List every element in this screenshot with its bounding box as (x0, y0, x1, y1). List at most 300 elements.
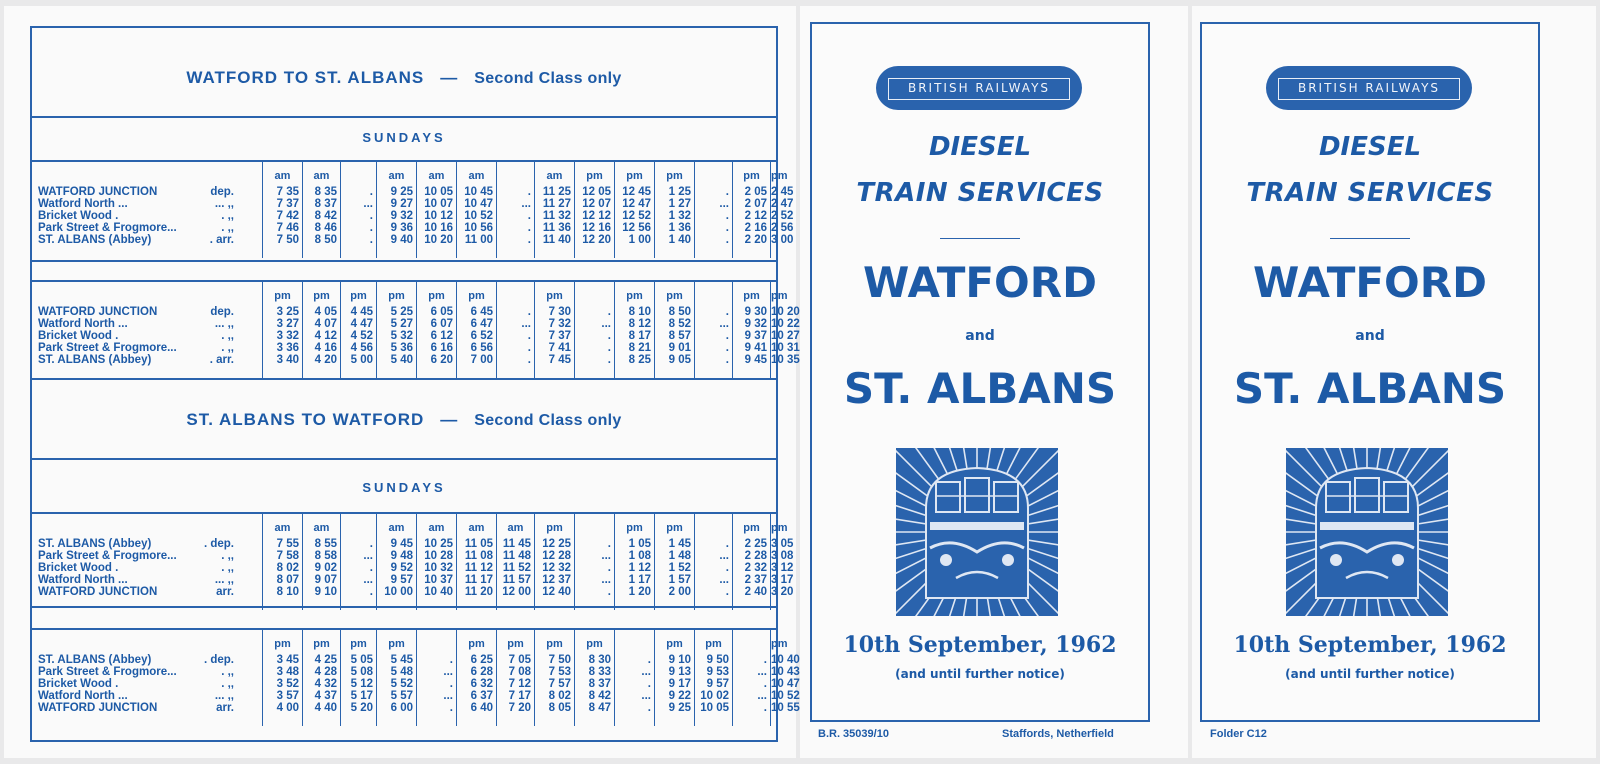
station-mark: . arr. (209, 234, 234, 246)
time-cell: 7 05 (508, 654, 531, 666)
train-column (340, 282, 376, 378)
am-pm-label: am (428, 170, 445, 182)
time-cell: ... (601, 550, 611, 562)
train-column (732, 162, 770, 258)
title-train-services: TRAIN SERVICES (856, 178, 1104, 208)
train-column (262, 162, 302, 258)
time-cell: 12 20 (582, 234, 611, 246)
station-mark: ... ,, (214, 198, 234, 210)
am-pm-label: am (274, 522, 291, 534)
time-cell: ... (521, 198, 531, 210)
time-cell: . (527, 330, 531, 342)
time-cell: 9 52 (390, 562, 413, 574)
time-cell: 8 12 (628, 318, 651, 330)
time-cell: 2 56 (771, 222, 794, 234)
train-column (262, 514, 302, 610)
am-pm-label: pm (666, 290, 683, 302)
am-pm-label: pm (388, 638, 405, 650)
time-cell: . (527, 210, 531, 222)
am-pm-label: am (546, 170, 563, 182)
time-cell: . (725, 354, 729, 366)
time-cell: 2 12 (744, 210, 767, 222)
time-cell: 8 37 (588, 678, 611, 690)
divider (32, 116, 776, 118)
station-list (38, 654, 234, 714)
time-cell: ... (719, 318, 729, 330)
time-cell: 9 10 (314, 586, 337, 598)
time-cell: . (527, 234, 531, 246)
station-mark: . ,, (221, 210, 234, 222)
time-cell: 6 32 (470, 678, 493, 690)
train-column (496, 282, 534, 378)
time-cell: 11 12 (464, 562, 493, 574)
time-cell: 8 17 (628, 330, 651, 342)
time-cell: . (527, 354, 531, 366)
time-cell: 5 20 (350, 702, 373, 714)
time-cell: 4 05 (314, 306, 337, 318)
time-cell: 3 45 (276, 654, 299, 666)
station-mark: . ,, (221, 330, 234, 342)
time-cell: ... (363, 574, 373, 586)
time-cell: 5 40 (390, 354, 413, 366)
time-cell: 9 37 (744, 330, 767, 342)
train-column (376, 514, 416, 610)
time-cell: 3 12 (771, 562, 794, 574)
time-cell: 5 08 (350, 666, 373, 678)
town-st-albans: ST. ALBANS (1233, 364, 1507, 413)
train-column (614, 162, 654, 258)
train-column (416, 630, 456, 726)
time-cell: 8 46 (314, 222, 337, 234)
time-cell: ... (363, 198, 373, 210)
station-mark: . ,, (221, 678, 234, 690)
headlamp (940, 554, 952, 566)
station-mark: dep. (210, 306, 234, 318)
time-cell: 7 08 (508, 666, 531, 678)
town-watford: WATFORD (863, 258, 1097, 307)
time-cell: 9 45 (390, 538, 413, 550)
time-cell: 1 00 (628, 234, 651, 246)
am-pm-label: pm (546, 522, 563, 534)
train-column (456, 514, 496, 610)
train-column (416, 514, 456, 610)
time-cell: 9 32 (744, 318, 767, 330)
time-cell: 8 02 (276, 562, 299, 574)
time-cell: 9 25 (668, 702, 691, 714)
time-cell: 4 47 (350, 318, 373, 330)
time-cell: . (725, 562, 729, 574)
time-cell: 10 31 (771, 342, 800, 354)
time-cell: . (607, 562, 611, 574)
train-column (496, 630, 534, 726)
am-pm-label: pm (274, 290, 291, 302)
divider (32, 260, 776, 262)
time-cell: 3 00 (771, 234, 794, 246)
cover-page-back (1192, 6, 1596, 758)
time-cell: ... (521, 318, 531, 330)
town-watford: WATFORD (1253, 258, 1487, 307)
time-cell: 7 46 (276, 222, 299, 234)
time-cell: 10 52 (771, 690, 800, 702)
time-cell: 4 25 (314, 654, 337, 666)
time-cell: 7 41 (548, 342, 571, 354)
time-cell: ... (719, 198, 729, 210)
time-cell: . (725, 586, 729, 598)
time-cell: . (369, 562, 373, 574)
time-cell: 6 45 (470, 306, 493, 318)
train-column (340, 630, 376, 726)
time-cell: 11 40 (542, 234, 571, 246)
train-window (936, 482, 960, 512)
sundays-label: SUNDAYS (362, 480, 446, 495)
time-cell: 10 32 (424, 562, 453, 574)
title-diesel: DIESEL (1318, 132, 1422, 162)
notice-label: (and until further notice) (895, 667, 1065, 681)
station-row (38, 198, 234, 210)
time-cell: 8 55 (314, 538, 337, 550)
time-cell: 5 27 (390, 318, 413, 330)
time-cell: . (527, 342, 531, 354)
time-cell: 4 56 (350, 342, 373, 354)
time-cell: 7 00 (470, 354, 493, 366)
time-cell: 8 07 (276, 574, 299, 586)
time-cell: 11 05 (464, 538, 493, 550)
train-column (376, 162, 416, 258)
time-cell: 10 52 (464, 210, 493, 222)
time-cell: 10 27 (771, 330, 800, 342)
time-cell: 1 45 (668, 538, 691, 550)
station-mark: . ,, (221, 562, 234, 574)
am-pm-label: pm (468, 290, 485, 302)
am-pm-label: pm (705, 638, 722, 650)
time-cell: . (607, 342, 611, 354)
time-cell: 1 57 (668, 574, 691, 586)
station-mark: . ,, (221, 550, 234, 562)
station-row (38, 318, 234, 330)
time-cell: . (725, 342, 729, 354)
train-column (770, 630, 800, 726)
train-column (614, 282, 654, 378)
station-list (38, 186, 234, 246)
time-cell: 8 05 (548, 702, 571, 714)
time-cell: 8 52 (668, 318, 691, 330)
time-cell: 10 45 (464, 186, 493, 198)
time-cell: 1 27 (668, 198, 691, 210)
am-pm-label: pm (468, 638, 485, 650)
am-pm-label: pm (350, 290, 367, 302)
time-cell: . (607, 354, 611, 366)
train-column (654, 162, 694, 258)
time-cell: . (527, 306, 531, 318)
train-column (496, 162, 534, 258)
time-cell: 10 25 (424, 538, 453, 550)
station-mark: arr. (216, 702, 234, 714)
time-cell: . (647, 702, 651, 714)
time-cell: 7 30 (548, 306, 571, 318)
time-cell: . (449, 678, 453, 690)
am-pm-label: pm (313, 638, 330, 650)
time-cell: . (527, 222, 531, 234)
am-pm-label: pm (626, 170, 643, 182)
time-cell: 5 52 (390, 678, 413, 690)
time-cell: 4 52 (350, 330, 373, 342)
and-label: and (965, 328, 995, 344)
time-cell: 1 12 (628, 562, 651, 574)
heading-route: ST. ALBANS TO WATFORD (186, 410, 425, 429)
time-cell: 8 50 (668, 306, 691, 318)
station-name: Park Street & Frogmore... (38, 222, 177, 234)
time-cell: . (607, 330, 611, 342)
train-column (262, 282, 302, 378)
am-pm-label: am (313, 522, 330, 534)
divider (32, 606, 776, 608)
time-cell: 11 00 (464, 234, 493, 246)
train-column (694, 630, 732, 726)
time-cell: 10 40 (424, 586, 453, 598)
station-row (38, 586, 234, 598)
heading-dash: — (440, 68, 459, 87)
station-row (38, 342, 234, 354)
time-cell: . (369, 222, 373, 234)
time-cell: 8 21 (628, 342, 651, 354)
am-pm-label: pm (743, 170, 760, 182)
train-column (574, 162, 614, 258)
train-column (654, 630, 694, 726)
time-cell: 8 30 (588, 654, 611, 666)
train-column (340, 162, 376, 258)
time-cell: . (527, 186, 531, 198)
am-pm-label: pm (626, 522, 643, 534)
station-row (38, 678, 234, 690)
time-cell: . (369, 210, 373, 222)
time-cell: 7 58 (276, 550, 299, 562)
time-cell: . (647, 678, 651, 690)
time-cell: 6 16 (430, 342, 453, 354)
title-train-services: TRAIN SERVICES (1246, 178, 1494, 208)
time-cell: 3 36 (276, 342, 299, 354)
time-cell: 6 07 (430, 318, 453, 330)
time-cell: ... (601, 318, 611, 330)
time-cell: 9 36 (390, 222, 413, 234)
time-cell: 4 37 (314, 690, 337, 702)
date-label: 10th September, 1962 (843, 632, 1117, 658)
heading-class-note: Second Class only (474, 70, 622, 87)
time-cell: 3 08 (771, 550, 794, 562)
time-cell: 6 47 (470, 318, 493, 330)
train-band (1320, 522, 1414, 530)
time-cell: . (449, 702, 453, 714)
time-cell: ... (757, 690, 767, 702)
time-cell: 6 00 (390, 702, 413, 714)
train-column (456, 630, 496, 726)
time-cell: ... (641, 690, 651, 702)
time-cell: 4 12 (314, 330, 337, 342)
time-cell: . (725, 330, 729, 342)
time-cell: 1 05 (628, 538, 651, 550)
am-pm-label: am (468, 522, 485, 534)
time-cell: 6 20 (430, 354, 453, 366)
am-pm-label: am (388, 170, 405, 182)
cover-frame (810, 22, 1150, 722)
station-name: Park Street & Frogmore... (38, 550, 177, 562)
footer-folder: Folder C12 (1210, 728, 1267, 740)
train-column (574, 514, 614, 610)
station-name: Watford North ... (38, 574, 128, 586)
time-cell: . (607, 538, 611, 550)
train-column (534, 282, 574, 378)
train-column (694, 162, 732, 258)
time-cell: 7 37 (276, 198, 299, 210)
timetable-block-1 (36, 162, 794, 260)
time-cell: 1 40 (668, 234, 691, 246)
time-cell: 9 57 (706, 678, 729, 690)
train-column (302, 282, 340, 378)
time-cell: 8 50 (314, 234, 337, 246)
time-cell: 9 41 (744, 342, 767, 354)
time-cell: 2 20 (744, 234, 767, 246)
heading-watford-to-st-albans (32, 68, 776, 88)
time-cell: 6 25 (470, 654, 493, 666)
station-name: Bricket Wood . (38, 562, 119, 574)
station-mark: . dep. (203, 654, 234, 666)
time-cell: 12 45 (622, 186, 651, 198)
station-name: WATFORD JUNCTION (38, 306, 158, 318)
time-cell: . (725, 222, 729, 234)
train-column (456, 282, 496, 378)
station-row (38, 538, 234, 550)
station-name: Watford North ... (38, 318, 128, 330)
time-cell: 10 47 (464, 198, 493, 210)
station-name: ST. ALBANS (Abbey) (38, 234, 152, 246)
train-column (694, 282, 732, 378)
train-column (416, 282, 456, 378)
time-cell: 8 10 (276, 586, 299, 598)
station-name: Watford North ... (38, 198, 128, 210)
time-cell: 7 42 (276, 210, 299, 222)
time-cell: 11 45 (502, 538, 531, 550)
train-column (302, 630, 340, 726)
time-cell: 9 53 (706, 666, 729, 678)
time-cell: 6 52 (470, 330, 493, 342)
time-cell: 2 07 (744, 198, 767, 210)
time-cell: 9 07 (314, 574, 337, 586)
time-cell: 6 40 (470, 702, 493, 714)
am-pm-label: am (507, 522, 524, 534)
time-cell: 1 36 (668, 222, 691, 234)
time-cell: 7 45 (548, 354, 571, 366)
time-cell: 4 45 (350, 306, 373, 318)
time-cell: 10 56 (464, 222, 493, 234)
time-cell: 12 16 (582, 222, 611, 234)
train-column (302, 514, 340, 610)
time-cell: 9 40 (390, 234, 413, 246)
time-cell: . (725, 186, 729, 198)
time-cell: 3 20 (771, 586, 794, 598)
time-cell: 8 02 (548, 690, 571, 702)
time-cell: 2 45 (771, 186, 794, 198)
train-column (302, 162, 340, 258)
time-cell: 9 27 (390, 198, 413, 210)
time-cell: 8 35 (314, 186, 337, 198)
time-cell: 8 33 (588, 666, 611, 678)
time-cell: 11 17 (464, 574, 493, 586)
time-cell: 12 12 (582, 210, 611, 222)
time-cell: . (369, 234, 373, 246)
time-cell: 11 20 (464, 586, 493, 598)
time-cell: 2 32 (744, 562, 767, 574)
divider (1330, 238, 1410, 239)
station-name: Park Street & Frogmore... (38, 666, 177, 678)
time-cell: 5 45 (390, 654, 413, 666)
am-pm-label: pm (743, 290, 760, 302)
time-cell: 9 01 (668, 342, 691, 354)
time-cell: 9 45 (744, 354, 767, 366)
am-pm-label: pm (666, 522, 683, 534)
station-mark: . arr. (209, 354, 234, 366)
train-window (994, 482, 1018, 512)
time-cell: 10 02 (700, 690, 729, 702)
cover-page-front (800, 6, 1188, 758)
time-cell: 10 20 (424, 234, 453, 246)
station-name: Bricket Wood . (38, 678, 119, 690)
time-cell: 3 57 (276, 690, 299, 702)
time-cell: . (763, 678, 767, 690)
am-pm-label: pm (771, 522, 788, 534)
time-cell: 5 05 (350, 654, 373, 666)
time-cell: 1 08 (628, 550, 651, 562)
train-column (496, 514, 534, 610)
time-cell: 8 47 (588, 702, 611, 714)
am-pm-label: pm (771, 290, 788, 302)
time-cell: 5 32 (390, 330, 413, 342)
headlamp (1330, 554, 1342, 566)
station-mark: . ,, (221, 342, 234, 354)
station-mark: arr. (216, 586, 234, 598)
divider (32, 378, 776, 380)
time-cell: 9 30 (744, 306, 767, 318)
time-cell: 9 22 (668, 690, 691, 702)
time-cell: 10 12 (424, 210, 453, 222)
train-column (262, 630, 302, 726)
time-cell: 1 25 (668, 186, 691, 198)
train-column (654, 282, 694, 378)
station-mark: . ,, (221, 222, 234, 234)
heading-st-albans-to-watford (32, 410, 776, 430)
time-cell: 10 55 (771, 702, 800, 714)
train-column (732, 514, 770, 610)
station-row (38, 330, 234, 342)
time-cell: 12 40 (542, 586, 571, 598)
station-name: WATFORD JUNCTION (38, 186, 158, 198)
time-cell: 10 20 (771, 306, 800, 318)
time-cell: 10 40 (771, 654, 800, 666)
time-cell: 8 58 (314, 550, 337, 562)
time-cell: 10 00 (384, 586, 413, 598)
am-pm-label: pm (666, 170, 683, 182)
heading-class-note: Second Class only (474, 412, 622, 429)
train-column (574, 630, 614, 726)
train-column (654, 514, 694, 610)
time-cell: 7 20 (508, 702, 531, 714)
time-cell: 9 02 (314, 562, 337, 574)
logo-text: BRITISH RAILWAYS (1278, 78, 1460, 100)
heading-route: WATFORD TO ST. ALBANS (186, 68, 425, 87)
time-cell: 10 43 (771, 666, 800, 678)
time-cell: 6 28 (470, 666, 493, 678)
time-cell: . (607, 586, 611, 598)
am-pm-label: pm (507, 638, 524, 650)
station-row (38, 186, 234, 198)
